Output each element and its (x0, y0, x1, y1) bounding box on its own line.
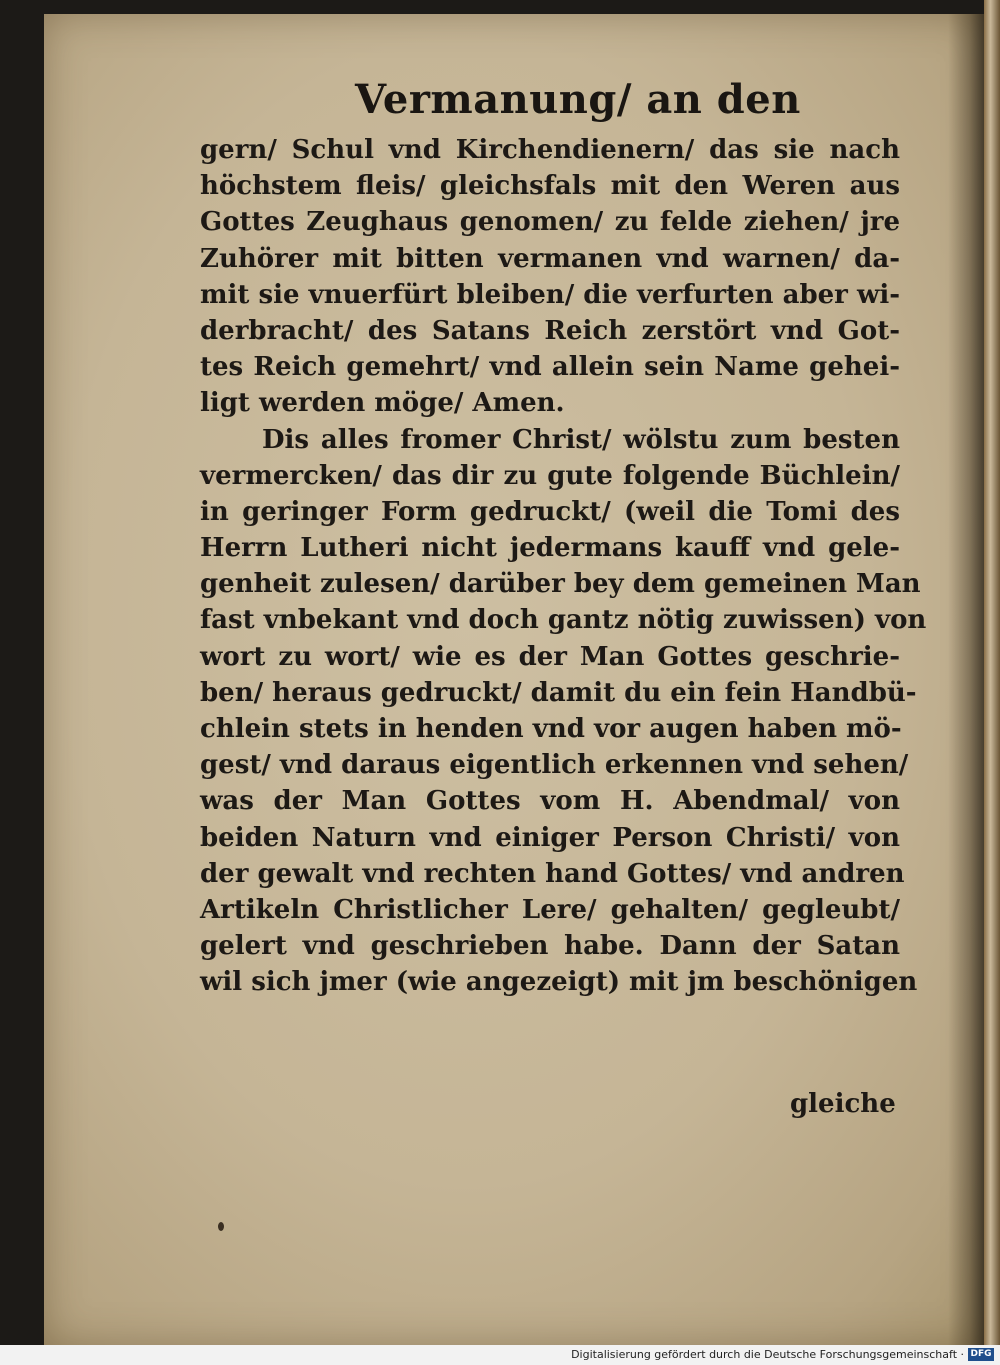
text-line: was der Man Gottes vom H. Abendmal/ von (200, 786, 900, 817)
text-line: in geringer Form gedruckt/ (weil die Tomi des (200, 496, 900, 527)
text-line: beiden Naturn vnd einiger Person Christi/ von (200, 822, 900, 853)
body-text (200, 132, 927, 1001)
text-line: gest/ vnd daraus eigentlich erkennen vnd sehen/ (200, 750, 909, 781)
text-line: ben/ heraus gedruckt/ damit du ein fein Handbü- (200, 677, 917, 708)
text-line: Herrn Lutheri nicht jedermans kauff vnd gele- (200, 533, 900, 564)
text-line: Gottes Zeughaus genomen/ zu felde ziehen/ jre (200, 207, 900, 238)
text-line: vermercken/ das dir zu gute folgende Büchlein/ (200, 460, 900, 491)
dfg-logo: DFG (968, 1348, 994, 1361)
text-line: Zuhörer mit bitten vermanen vnd warnen/ da- (200, 243, 900, 274)
text-line: der gewalt vnd rechten hand Gottes/ vnd andren (200, 858, 905, 889)
text-line: derbracht/ des Satans Reich zerstört vnd Got- (200, 315, 900, 346)
page-edge (984, 0, 1000, 1345)
running-head: Vermanung/ an den (355, 76, 801, 123)
text-line: Artikeln Christlicher Lere/ gehalten/ gegleubt/ (200, 894, 900, 925)
text-line: ligt werden möge/ Amen. (200, 388, 565, 419)
text-line: gelert vnd geschrieben habe. Dann der Satan (200, 931, 900, 962)
text-line: gern/ Schul vnd Kirchendienern/ das sie nach (200, 135, 900, 165)
text-line: chlein stets in henden vnd vor augen haben mö- (200, 714, 902, 744)
catchword: gleiche (790, 1089, 896, 1119)
paragraph-start-line: Dis alles fromer Christ/ wölstu zum besten (262, 424, 900, 455)
funding-credit: Digitalisierung gefördert durch die Deutsche Forschungsgemeinschaft · (571, 1348, 964, 1361)
page-gutter-shadow (948, 14, 984, 1346)
text-line: tes Reich gemehrt/ vnd allein sein Name gehei- (200, 352, 900, 383)
text-line: wil sich jmer (wie angezeigt) mit jm beschönigen (200, 967, 918, 998)
text-line: wort zu wort/ wie es der Man Gottes geschrie- (200, 641, 900, 672)
text-line: fast vnbekant vnd doch gantz nötig zuwissen) von (200, 605, 927, 636)
text-line: höchstem fleis/ gleichsfals mit den Weren aus (200, 171, 900, 202)
text-line: genheit zulesen/ darüber bey dem gemeinen Man (200, 569, 921, 600)
text-line: mit sie vnuerfürt bleiben/ die verfurten aber wi- (200, 279, 900, 310)
ink-speck (218, 1222, 224, 1231)
